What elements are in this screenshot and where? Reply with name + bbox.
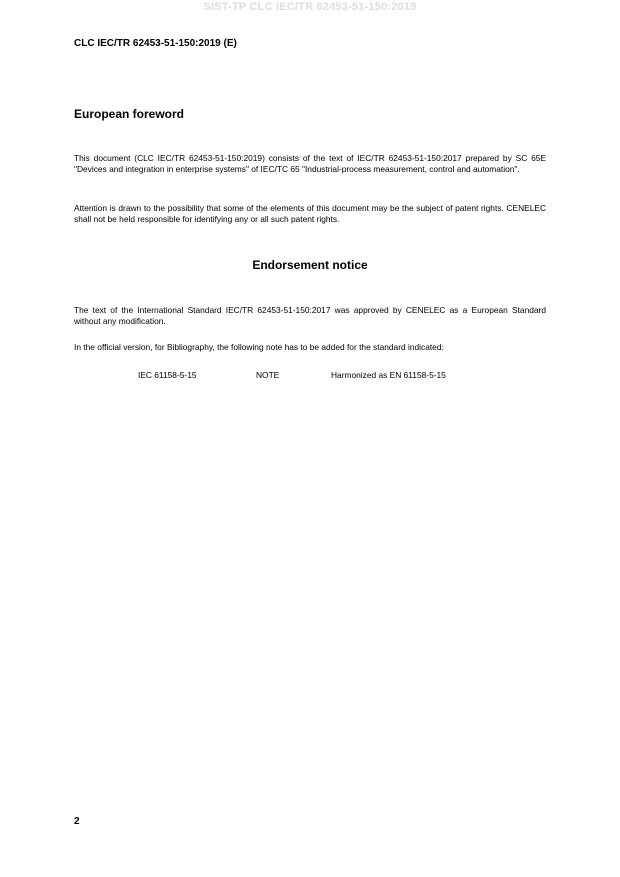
endorsement-paragraph: The text of the International Standard IEC/TR 62453-51-150:2017 was approved by CENELEC as a European Standard without any modification.: [74, 305, 546, 326]
patent-rights-paragraph: Attention is drawn to the possibility that some of the elements of this document may be the subject of patent rights. CENELEC shall not be held responsible for identifying any or all such patent rights.: [74, 203, 546, 224]
document-identifier: CLC IEC/TR 62453-51-150:2019 (E): [74, 38, 237, 49]
bibliography-paragraph: In the official version, for Bibliography, the following note has to be added for the standard indicated:: [74, 342, 444, 352]
note-text: Harmonized as EN 61158-5-15: [331, 370, 446, 380]
page-number: 2: [74, 816, 80, 827]
endorsement-title: Endorsement notice: [252, 258, 368, 272]
bibliography-note-row: [0, 370, 620, 382]
note-standard-id: IEC 61158-5-15: [138, 370, 197, 380]
document-watermark: SIST-TP CLC IEC/TR 62453-51-150:2019: [203, 1, 417, 13]
foreword-title: European foreword: [74, 107, 185, 121]
note-label: NOTE: [256, 370, 280, 380]
foreword-paragraph: This document (CLC IEC/TR 62453-51-150:2019) consists of the text of IEC/TR 62453-51-150:2017 prepared by SC 65E "Devices and integration in enterprise systems" of IEC/TC 65 "Industrial-process measurement, control and automation".: [74, 153, 546, 174]
